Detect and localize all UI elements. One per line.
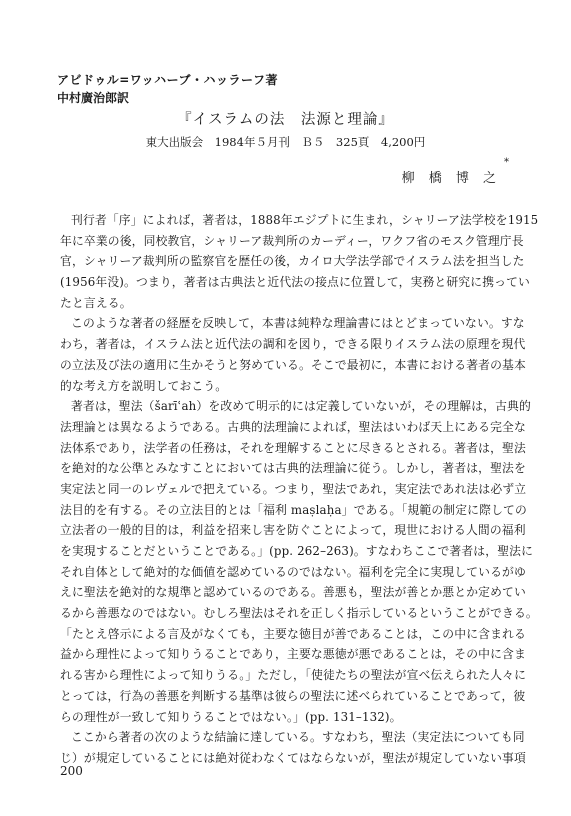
body-line: 益から理性によって知りうることであり，主要な悪徳が悪であることは，その中に含ま <box>60 647 526 662</box>
body-line: らの理性が一致して知りうることではない。」(pp. 131–132)。 <box>60 709 402 724</box>
body-line: 立法者の一般的目的は，利益を招来し害を防ぐことによって，現世における人間の福利 <box>60 523 526 538</box>
body-line: れる害から理性によって知りうる。」ただし，「使徒たちの聖法が宣べ伝えられた人々に <box>60 668 527 683</box>
body-line: ここから著者の次のような結論に達している。すなわち，聖法（実定法についても同 <box>71 730 525 745</box>
reviewer-footnote-mark: * <box>504 157 509 168</box>
body-line: 法目的を有する。その立法目的とは「福利 maṣlaḥa」である。「規範の制定に際しての <box>60 502 527 517</box>
reviewer-name: 柳 橋 博 之 <box>401 171 501 186</box>
body-line: を絶対的な公準とみなすことにおいては古典的法理論に従う。しかし，著者は，聖法を <box>60 461 526 476</box>
book-author: アビドゥル=ワッハーブ・ハッラーフ著 <box>57 73 278 87</box>
body-line: このような著者の経歴を反映して，本書は純粋な理論書にはとどまっていない。すな <box>71 316 525 331</box>
body-line: わち，著者は，イスラム法と近代法の調和を図り，できる限りイスラム法の原理を現代 <box>60 337 526 352</box>
body-line: 法体系であり，法学者の任務は，それを理解することに尽きるとされる。著者は，聖法 <box>60 440 526 455</box>
body-line: を実現することだということである。」(pp. 262–263)。すなわちここで著者は，聖法に <box>60 544 534 558</box>
body-line: るから善悪なのではない。むしろ聖法はそれを正しく指示しているということができる。 <box>60 606 538 621</box>
page-number: 200 <box>60 764 83 778</box>
body-line: とっては，行為の善悪を判断する基準は彼らの聖法に述べられていることであって，彼 <box>60 688 526 703</box>
body-line: 法理論とは異なるようである。古典的法理論によれば，聖法はいわば天上にある完全な <box>60 419 526 434</box>
body-line: の立法及び法の適用に生かそうと努めている。そこで最初に，本書における著者の基本 <box>60 357 526 372</box>
body-line: 「たとえ啓示による言及がなくても，主要な徳目が善であることは，この中に含まれる <box>60 626 526 641</box>
body-line: たと言える。 <box>60 295 132 310</box>
book-title: 『イスラムの法 法源と理論』 <box>177 112 394 128</box>
body-line: 実定法と同一のレヴェルで把えている。つまり，聖法であれ，実定法であれ法は必ず立 <box>60 481 527 496</box>
body-line: (1956年没)。つまり，著者は古典法と近代法の接点に位置して，実務と研究に携ってい <box>60 275 530 290</box>
body-line: じ）が規定していることには絶対従わなくてはならないが，聖法が規定していない事項 <box>60 750 526 765</box>
review-body <box>60 210 539 769</box>
body-line: えに聖法を絶対的な規準と認めているのである。善悪も，聖法が善とか悪とか定めてい <box>60 585 526 600</box>
body-line: 的な考え方を説明しておこう。 <box>60 378 228 393</box>
body-line: 年に卒業の後，同校教官，シャリーア裁判所のカーディー，ワクフ省のモスク管理庁長 <box>60 233 524 248</box>
book-translator: 中村廣治郎訳 <box>57 91 130 105</box>
body-line: 官，シャリーア裁判所の監察官を歴任の後，カイロ大学法学部でイスラム法を担当した <box>60 254 525 269</box>
body-line: 刊行者「序」によれば，著者は，1888年エジプトに生まれ，シャリーア法学校を1915 <box>71 213 539 227</box>
body-line: それ自体として絶対的な価値を認めているのではない。福利を完全に実現しているがゆ <box>60 564 526 579</box>
publication-info: 東大出版会 1984年５月刊 Ｂ５ 325頁 4,200円 <box>145 135 426 149</box>
body-line: 著者は，聖法（šarīʿah）を改めて明示的には定義していないが，その理解は，古典的 <box>71 399 531 414</box>
